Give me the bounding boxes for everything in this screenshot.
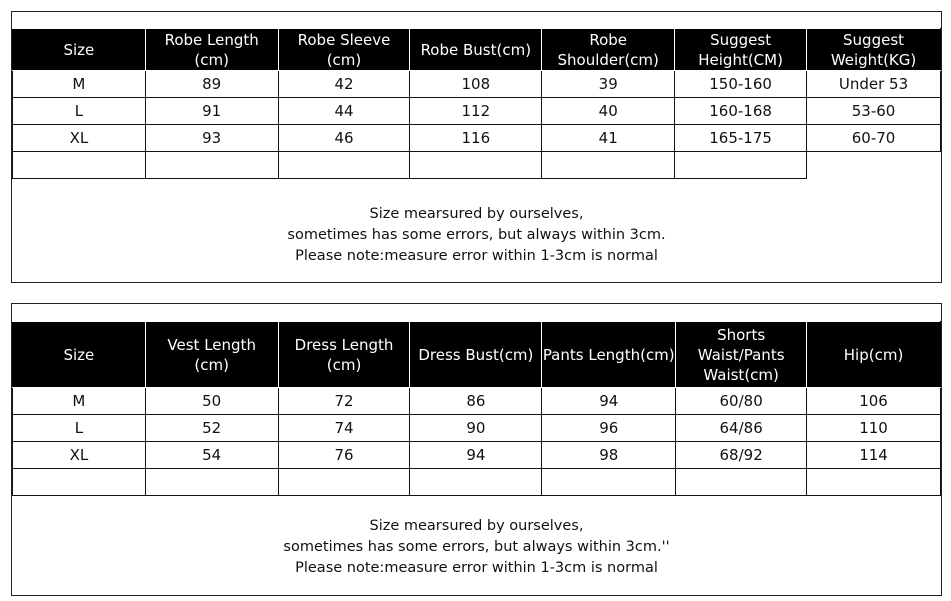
table-cell: 68/92 xyxy=(676,442,807,469)
table-cell: 150-160 xyxy=(675,71,807,98)
table-cell: L xyxy=(13,98,146,125)
table-cell: 112 xyxy=(410,98,542,125)
table-row xyxy=(13,388,941,415)
table-cell: 39 xyxy=(542,71,675,98)
table-cell: 91 xyxy=(145,98,278,125)
table-cell: 93 xyxy=(145,125,278,152)
note-line: Size mearsured by ourselves, xyxy=(369,206,584,222)
table-cell xyxy=(807,152,941,179)
column-header: Size xyxy=(13,322,146,388)
table-cell xyxy=(410,469,542,496)
table-cell: 46 xyxy=(278,125,410,152)
table-cell: 116 xyxy=(410,125,542,152)
column-header: Robe Sleeve (cm) xyxy=(278,29,410,71)
column-header: Robe Shoulder(cm) xyxy=(542,29,675,71)
table-cell: 94 xyxy=(542,388,676,415)
table-row xyxy=(13,125,941,152)
column-header: Vest Length (cm) xyxy=(145,322,278,388)
table-cell: 165-175 xyxy=(675,125,807,152)
table-cell: 160-168 xyxy=(675,98,807,125)
table-cell xyxy=(145,152,278,179)
measurement-note xyxy=(12,516,941,579)
table-cell xyxy=(542,152,675,179)
table-cell: 54 xyxy=(145,442,278,469)
table-cell: 74 xyxy=(278,415,410,442)
table-cell: 44 xyxy=(278,98,410,125)
table-cell xyxy=(13,152,146,179)
column-header: Shorts Waist/Pants Waist(cm) xyxy=(676,322,807,388)
table-cell: 64/86 xyxy=(676,415,807,442)
size-table xyxy=(12,321,941,496)
table-cell: 60/80 xyxy=(676,388,807,415)
table-cell: 110 xyxy=(807,415,941,442)
set-size-chart xyxy=(11,303,942,596)
table-cell: 60-70 xyxy=(807,125,941,152)
table-cell: XL xyxy=(13,442,146,469)
table-cell xyxy=(542,469,676,496)
column-header: Pants Length(cm) xyxy=(542,322,676,388)
table-row xyxy=(13,469,941,496)
table-cell xyxy=(676,469,807,496)
table-cell xyxy=(13,469,146,496)
size-table xyxy=(12,28,941,179)
header-row xyxy=(13,322,941,388)
column-header: Dress Length (cm) xyxy=(278,322,410,388)
note-line: Size mearsured by ourselves, xyxy=(369,518,584,534)
table-cell: 108 xyxy=(410,71,542,98)
table-row xyxy=(13,98,941,125)
column-header: Hip(cm) xyxy=(807,322,941,388)
table-cell: 52 xyxy=(145,415,278,442)
column-header: Robe Bust(cm) xyxy=(410,29,542,71)
table-cell: 90 xyxy=(410,415,542,442)
table-cell: M xyxy=(13,71,146,98)
measurement-note xyxy=(12,204,941,267)
table-row xyxy=(13,152,941,179)
table-cell xyxy=(278,152,410,179)
note-line: sometimes has some errors, but always within 3cm.'' xyxy=(283,539,670,555)
table-cell: 53-60 xyxy=(807,98,941,125)
table-row xyxy=(13,415,941,442)
column-header: Robe Length (cm) xyxy=(145,29,278,71)
table-cell xyxy=(807,469,941,496)
table-cell: XL xyxy=(13,125,146,152)
table-cell: M xyxy=(13,388,146,415)
table-cell: 72 xyxy=(278,388,410,415)
note-line: sometimes has some errors, but always within 3cm. xyxy=(287,227,666,243)
table-cell xyxy=(410,152,542,179)
table-cell: 98 xyxy=(542,442,676,469)
table-cell: 40 xyxy=(542,98,675,125)
table-cell: L xyxy=(13,415,146,442)
table-cell: 86 xyxy=(410,388,542,415)
column-header: Size xyxy=(13,29,146,71)
table-cell xyxy=(675,152,807,179)
column-header: Dress Bust(cm) xyxy=(410,322,542,388)
table-cell: 50 xyxy=(145,388,278,415)
table-cell: 106 xyxy=(807,388,941,415)
table-cell: 41 xyxy=(542,125,675,152)
table-cell: 42 xyxy=(278,71,410,98)
table-cell: 76 xyxy=(278,442,410,469)
note-line: Please note:measure error within 1-3cm is normal xyxy=(295,560,658,576)
table-cell: Under 53 xyxy=(807,71,941,98)
header-row xyxy=(13,29,941,71)
table-cell: 96 xyxy=(542,415,676,442)
table-cell xyxy=(145,469,278,496)
table-row xyxy=(13,71,941,98)
table-cell xyxy=(278,469,410,496)
note-line: Please note:measure error within 1-3cm is normal xyxy=(295,248,658,264)
column-header: Suggest Weight(KG) xyxy=(807,29,941,71)
table-cell: 94 xyxy=(410,442,542,469)
table-cell: 114 xyxy=(807,442,941,469)
table-row xyxy=(13,442,941,469)
column-header: Suggest Height(CM) xyxy=(675,29,807,71)
table-cell: 89 xyxy=(145,71,278,98)
robe-size-chart xyxy=(11,11,942,283)
